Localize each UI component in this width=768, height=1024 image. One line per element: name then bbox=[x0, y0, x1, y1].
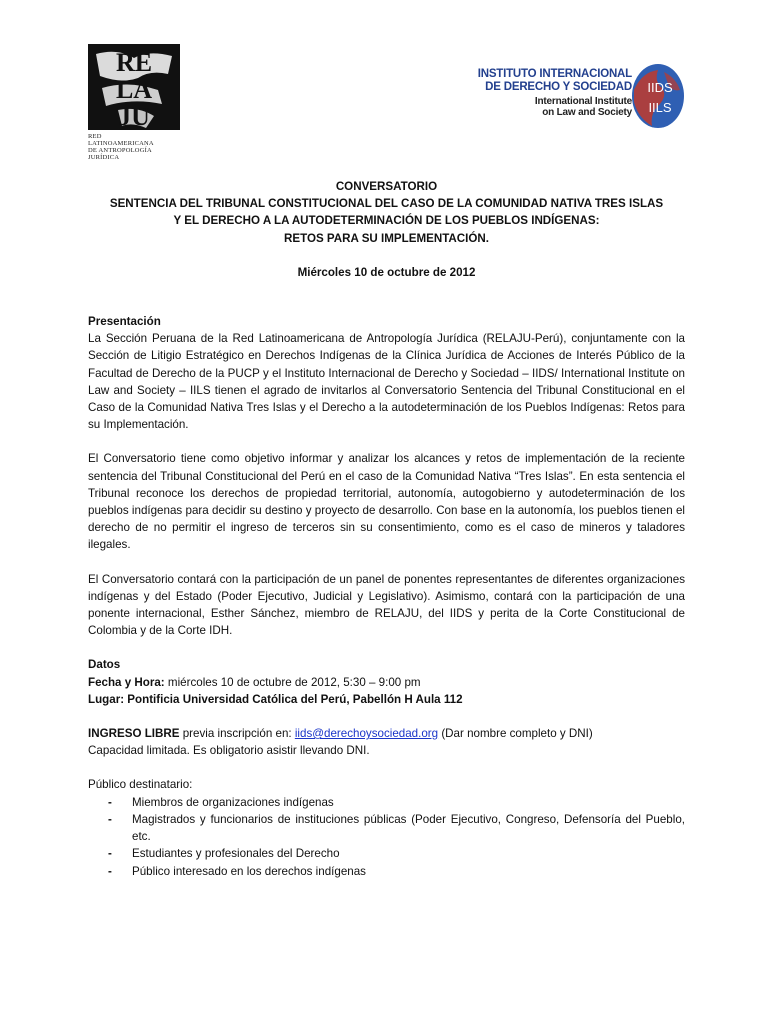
iids-badge-top: IIDS bbox=[647, 80, 673, 95]
iids-logo bbox=[476, 62, 686, 130]
relaju-letters-ju: JU bbox=[118, 102, 150, 130]
relaju-caption-line: RED bbox=[88, 133, 102, 140]
bullet-dash: - bbox=[108, 795, 112, 809]
iids-badge-bottom: IILS bbox=[648, 100, 672, 115]
relaju-caption-line: DE ANTROPOLOGÍA bbox=[88, 147, 152, 154]
audience-list bbox=[88, 794, 685, 880]
fecha-line bbox=[88, 674, 685, 691]
capacidad-line: Capacidad limitada. Es obligatorio asistir llevando DNI. bbox=[88, 744, 370, 758]
event-title-line: RETOS PARA SU IMPLEMENTACIÓN. bbox=[283, 231, 490, 245]
list-item bbox=[88, 845, 685, 862]
list-item-text: Estudiantes y profesionales del Derecho bbox=[132, 847, 340, 861]
iids-name-es-line: INSTITUTO INTERNACIONAL bbox=[477, 68, 632, 80]
relaju-caption-line: JURÍDICA bbox=[88, 154, 120, 161]
iids-name-en-line: on Law and Society bbox=[542, 107, 632, 118]
datos-heading: Datos bbox=[88, 658, 121, 672]
relaju-letters-re: RE bbox=[115, 48, 153, 77]
ingreso-text: previa inscripción en: bbox=[179, 727, 295, 741]
email-note: (Dar nombre completo y DNI) bbox=[438, 727, 593, 741]
event-title-line: Y EL DERECHO A LA AUTODETERMINACIÓN DE LOS PUEBLOS INDÍGENAS: bbox=[173, 214, 600, 228]
relaju-letters-la: LA bbox=[115, 75, 153, 104]
event-title-line: CONVERSATORIO bbox=[335, 180, 438, 193]
iids-name-es bbox=[476, 68, 632, 94]
event-title bbox=[88, 178, 685, 247]
relaju-logo bbox=[88, 44, 184, 161]
presentacion-paragraph: La Sección Peruana de la Red Latinoamericana de Antropología Jurídica (RELAJU-Perú), conjuntamente con la Sección de Litigio Estratégico en Derechos Indígenas de la Clínica Jurídica de Acciones de Interés Público de la Facultad de Derecho de la PUCP y el Instituto Internacional de Derecho y Sociedad – IIDS/ International Institute on Law and Society – IILS tienen el agrado de invitarlos al Conversatorio Sentencia del Tribunal Constitucional en el Caso de la Comunidad Nativa Tres Islas y el Derecho a la autodeterminación de los Pueblos Indígenas: Retos para su Implementación. bbox=[88, 332, 685, 432]
relaju-caption-line: LATINOAMERICANA bbox=[88, 140, 154, 147]
relaju-caption bbox=[88, 133, 184, 161]
iids-name-es-line: DE DERECHO Y SOCIEDAD bbox=[485, 81, 632, 93]
event-title-line: SENTENCIA DEL TRIBUNAL CONSTITUCIONAL DEL CASO DE LA COMUNIDAD NATIVA TRES ISLAS bbox=[109, 197, 664, 211]
list-item-text: Público interesado en los derechos indígenas bbox=[132, 864, 366, 878]
list-item bbox=[88, 794, 685, 811]
fecha-value: miércoles 10 de octubre de 2012, 5:30 – 9:00 pm bbox=[164, 675, 421, 689]
iids-name-en bbox=[476, 96, 632, 118]
ingreso-label: INGRESO LIBRE bbox=[88, 727, 180, 741]
lugar-line bbox=[88, 691, 685, 708]
bullet-dash: - bbox=[108, 812, 112, 826]
relaju-logo-mark bbox=[88, 44, 180, 130]
fecha-label: Fecha y Hora: bbox=[88, 675, 165, 689]
bullet-dash: - bbox=[108, 864, 112, 878]
email-link[interactable]: iids@derechoysociedad.org bbox=[294, 727, 439, 741]
flyer-content bbox=[88, 178, 685, 880]
panel-paragraph: El Conversatorio contará con la participación de un panel de ponentes representantes de diferentes organizaciones indígenas y del Estado (Poder Ejecutivo, Judicial y Legislativo). Asimismo, contará con la participación de una ponente internacional, Esther Sánchez, miembro de RELAJU, del IIDS y perita de la Corte Constitucional de Colombia y de la Corte IDH. bbox=[88, 572, 685, 638]
list-item bbox=[88, 811, 685, 845]
event-date: Miércoles 10 de octubre de 2012 bbox=[297, 265, 476, 279]
lugar-value: Pontificia Universidad Católica del Perú, Pabellón H Aula 112 bbox=[124, 692, 463, 706]
iids-name-en-line: International Institute bbox=[534, 96, 632, 107]
list-item-text: Miembros de organizaciones indígenas bbox=[132, 795, 334, 809]
lugar-label: Lugar: bbox=[88, 692, 125, 706]
registro-line bbox=[88, 725, 685, 742]
bullet-dash: - bbox=[108, 847, 112, 861]
iids-logo-text bbox=[476, 68, 632, 118]
list-item-text: Magistrados y funcionarios de instituciones públicas (Poder Ejecutivo, Congreso, Defensoría del Pueblo, etc. bbox=[132, 812, 685, 844]
publico-heading: Público destinatario: bbox=[88, 778, 193, 792]
presentacion-heading: Presentación bbox=[88, 315, 161, 329]
objetivo-paragraph: El Conversatorio tiene como objetivo informar y analizar los alcances y retos de implementación de la reciente sentencia del Tribunal Constitucional del Perú en el caso de la Comunidad Nativa “Tres Islas”. En esta sentencia el Tribunal reconoce los derechos de propiedad territorial, autonomía, autogobierno y autodeterminación de los pueblos indígenas para decidir su destino y proyecto de desarrollo. Con base en la autonomía, los pueblos tienen el derecho de no permitir el ingreso de terceros sin su consentimiento, como es el caso de mineros y taladores ilegales. bbox=[88, 452, 685, 552]
list-item bbox=[88, 863, 685, 880]
globe-icon bbox=[628, 62, 684, 130]
